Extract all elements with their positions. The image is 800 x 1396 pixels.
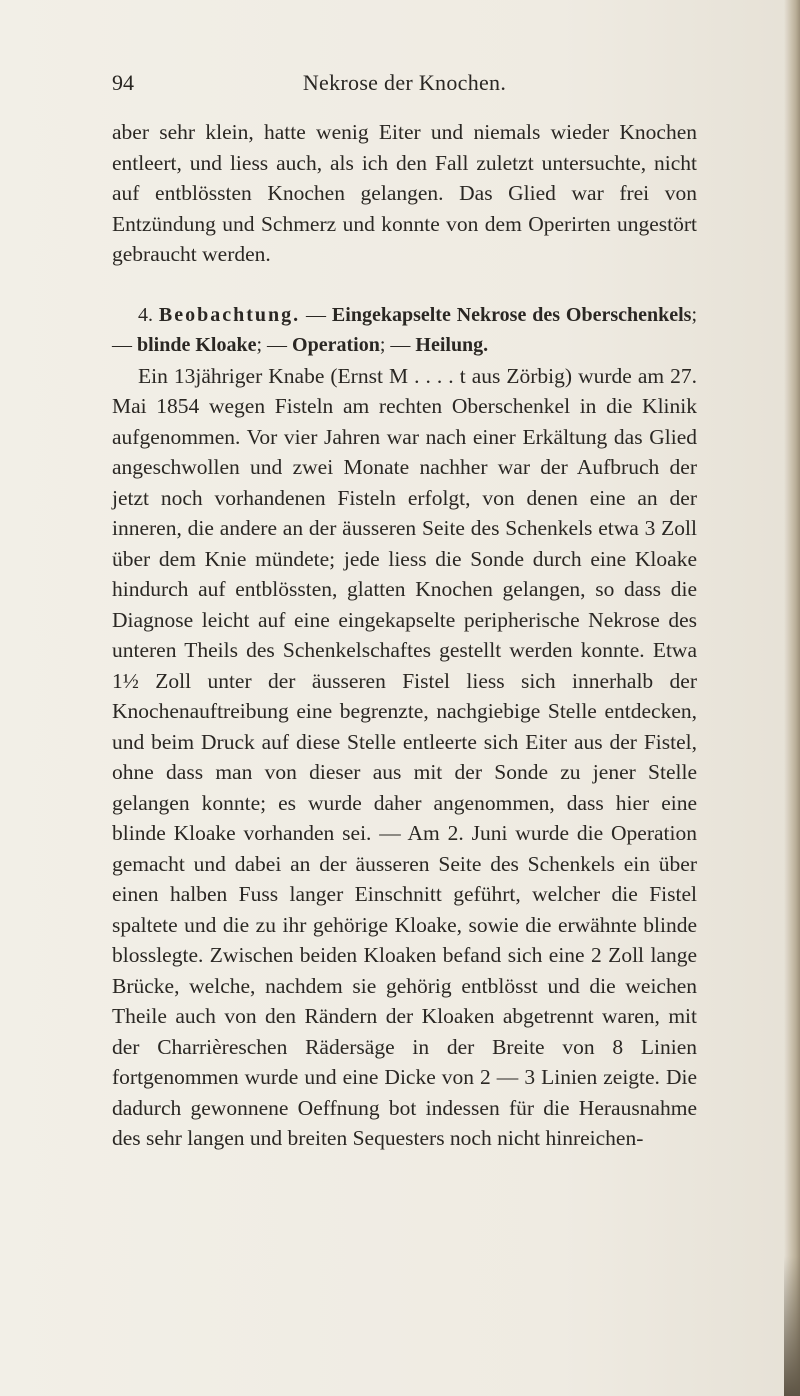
paragraph-main: Ein 13jähriger Knabe (Ernst M . . . . t aus Zörbig) wurde am 27. Mai 1854 wegen Fisteln am rechten Oberschenkel in die Klinik aufgenommen. Vor vier Jahren war nach einer Erkältung das Glied angeschwollen und zwei Monate nachher war der Aufbruch der jetzt noch vorhandenen Fisteln erfolgt, von denen eine an der inneren, die andere an der äusseren Seite des Schenkels etwa 3 Zoll über dem Knie mündete; jede liess die Sonde durch eine Kloake hindurch auf entblössten, glatten Knochen gelangen, so dass die Diagnose leicht auf eine eingekapselte peripherische Nekrose des unteren Theils des Schenkelschaftes gestellt werden konnte. Etwa 1½ Zoll unter der äusseren Fistel liess sich innerhalb der Knochenauftreibung eine begrenzte, nachgiebige Stelle entdecken, und beim Druck auf diese Stelle entleerte sich Eiter aus der Fistel, ohne dass man von dieser aus mit der Sonde zu jener Stelle gelangen konnte; es wurde daher angenommen, dass hier eine blinde Kloake vorhanden sei. — Am 2. Juni wurde die Operation gemacht und dabei an der äusseren Seite des Schenkels ein über einen halben Fuss langer Einschnitt geführt, welcher die Fistel spaltete und die zu ihr gehörige Kloake, sowie die erwähnte blinde blosslegte. Zwischen beiden Kloaken befand sich eine 2 Zoll lange Brücke, welche, nachdem sie gehörig entblösst und die weichen Theile auch von den Rändern der Kloaken abgetrennt waren, mit der Charrièreschen Rädersäge in der Breite von 8 Linien fortgenommen wurde und eine Dicke von 2 — 3 Linien zeigte. Die dadurch gewonnene Oeffnung bot indessen für die Herausnahme des sehr langen und breiten Sequesters noch nicht hinreichen-	[112, 363, 697, 1150]
page-header	[112, 70, 697, 110]
heading-dash: ; —	[256, 334, 293, 356]
page-corner-shadow	[784, 1256, 800, 1396]
heading-topic: Heilung.	[415, 334, 489, 356]
heading-topic: Operation	[292, 334, 380, 356]
running-title: Nekrose der Knochen.	[302, 70, 507, 95]
heading-dash: ; —	[112, 303, 698, 356]
heading-dash: —	[300, 303, 332, 326]
body-text	[112, 117, 697, 1154]
observation-number: 4.	[138, 303, 153, 326]
paragraph-continued: aber sehr klein, hatte wenig Eiter und niemals wieder Knochen entleert, und liess auch, als ich den Fall zuletzt untersuchte, nicht auf entblössten Knochen gelangen. Das Glied war frei von Entzündung und Schmerz und konnte von dem Operirten ungestört gebraucht werden.	[112, 120, 697, 266]
observation-label: Beobachtung.	[158, 303, 301, 326]
heading-dash: ; —	[379, 334, 416, 356]
heading-topic: blinde Kloake	[137, 334, 257, 356]
heading-topic: Eingekapselte Nekrose des Oberschenkels	[331, 303, 692, 326]
page-edge-shadow	[784, 0, 800, 1396]
page-number: 94	[112, 70, 134, 95]
observation-heading	[112, 300, 697, 361]
